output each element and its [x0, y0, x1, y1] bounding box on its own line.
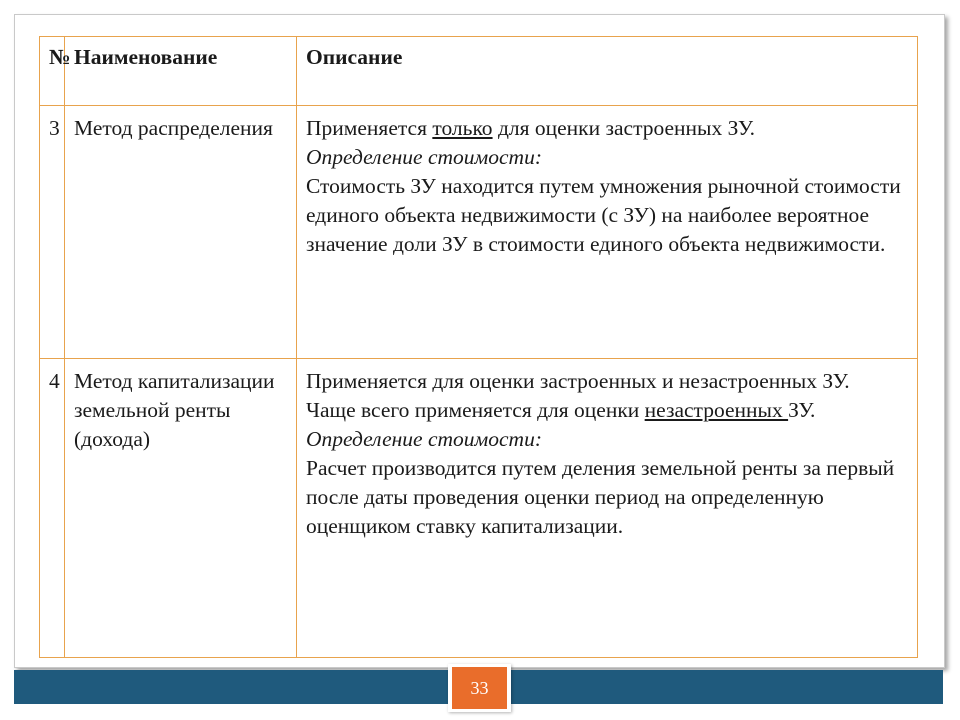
method-description [297, 359, 918, 658]
scope-line [306, 114, 909, 143]
table-header-row [40, 37, 918, 106]
definition-label: Определение стоимости: [306, 427, 542, 451]
row-number: 4 [40, 359, 65, 658]
header-no: № [40, 37, 65, 106]
scope-text: Применяется [306, 116, 433, 140]
often-emphasis: незастроенных [644, 398, 789, 422]
methods-table [39, 36, 918, 658]
table-row [40, 359, 918, 658]
header-description: Описание [297, 37, 918, 106]
method-name: Метод капитализации земельной ренты (дохода) [65, 359, 297, 658]
definition-text: Стоимость ЗУ находится путем умножения рыночной стоимости единого объекта недвижимости (с ЗУ) на наиболее вероятное значение доли ЗУ в стоимости единого объекта недвижимости. [306, 174, 901, 256]
definition-label: Определение стоимости: [306, 145, 542, 169]
row-number: 3 [40, 106, 65, 359]
table-row [40, 106, 918, 359]
method-name: Метод распределения [65, 106, 297, 359]
header-name: Наименование [65, 37, 297, 106]
scope-line: Применяется для оценки застроенных и незастроенных ЗУ. [306, 369, 850, 393]
definition-text: Расчет производится путем деления земельной ренты за первый после даты проведения оценки период на определенную оценщиком ставку капитализации. [306, 456, 895, 538]
often-text: Чаще всего применяется для оценки [306, 398, 645, 422]
often-line [306, 396, 909, 425]
often-text-end: ЗУ. [788, 398, 816, 422]
scope-text-end: для оценки застроенных ЗУ. [492, 116, 755, 140]
scope-emphasis: только [432, 116, 493, 140]
page-number: 33 [452, 667, 507, 709]
method-description [297, 106, 918, 359]
